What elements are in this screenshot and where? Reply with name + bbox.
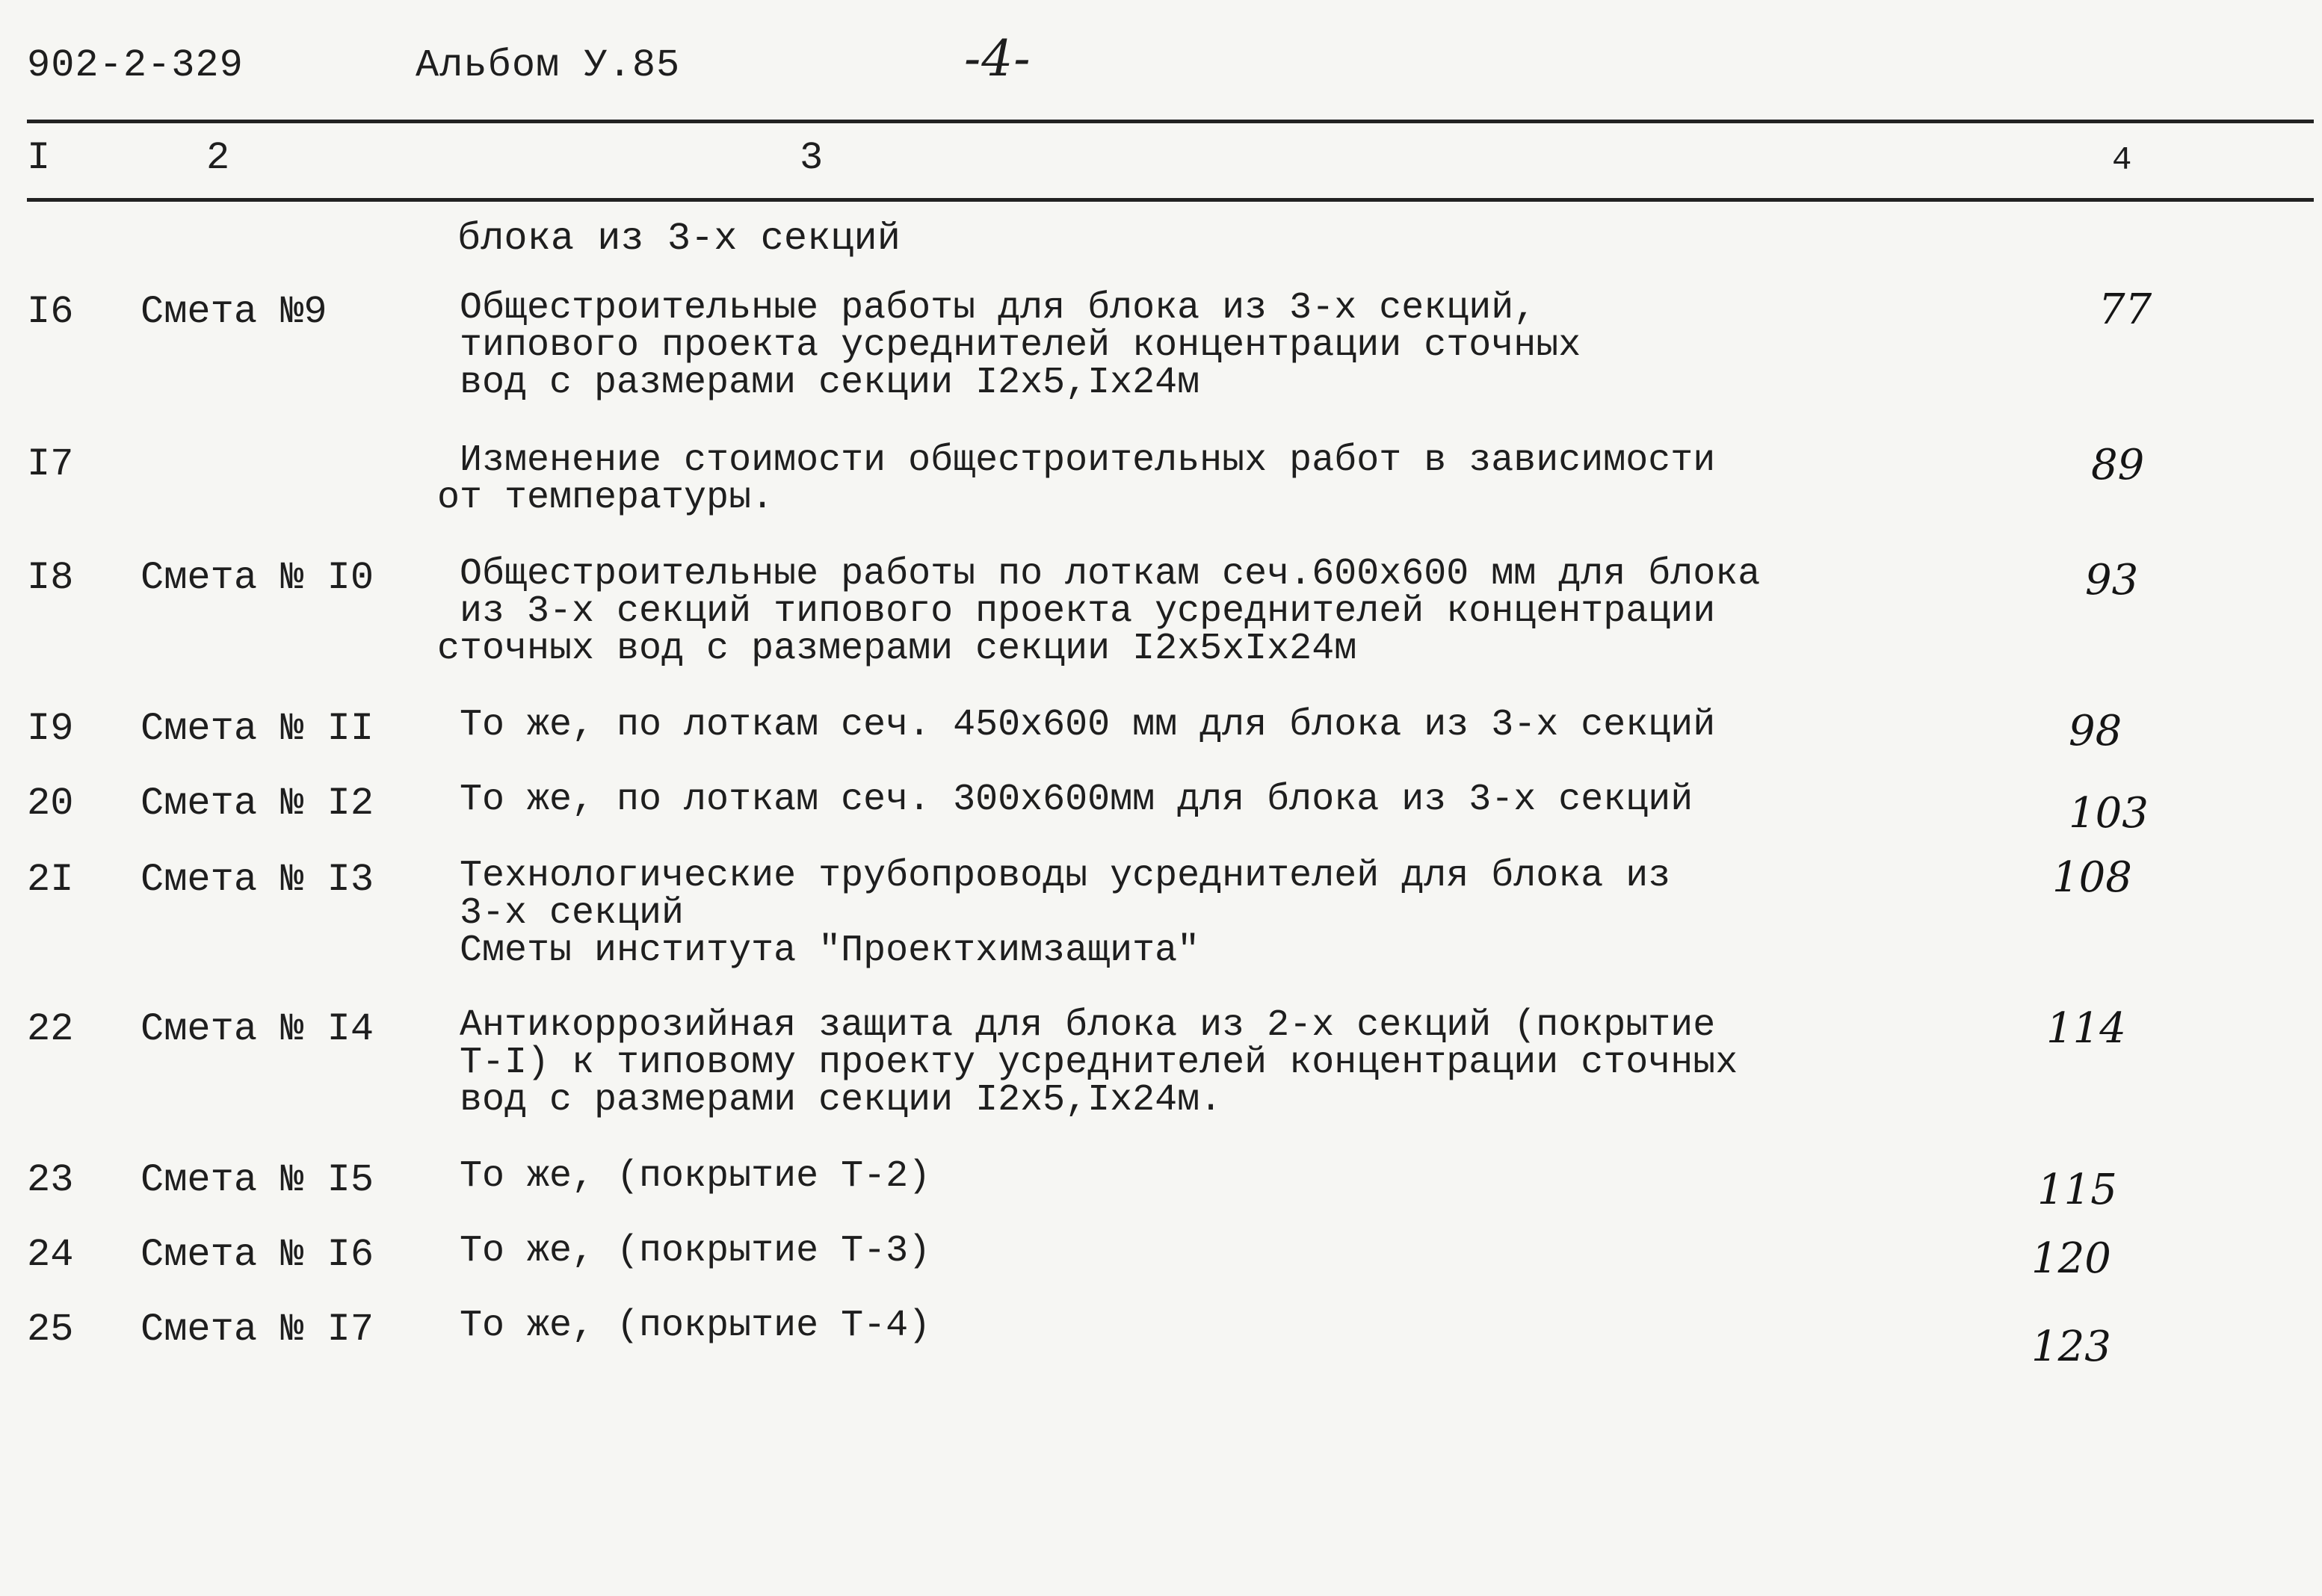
- row-number: I6: [27, 290, 74, 334]
- row-description: То же, (покрытие Т-2): [437, 1155, 931, 1198]
- row-page: 89: [2091, 441, 2145, 489]
- continuation-text: блока из 3-х секций: [457, 217, 901, 261]
- row-page: 103: [2069, 789, 2149, 838]
- row-description: То же, по лоткам сеч. 450х600 мм для блока из 3-х секций: [437, 704, 1716, 746]
- row-description: То же, (покрытие Т-4): [437, 1305, 931, 1347]
- estimate-ref: Смета № I5: [141, 1158, 374, 1202]
- estimate-ref: Смета № I6: [141, 1233, 374, 1277]
- column-header-3: 3: [800, 136, 824, 180]
- row-description: То же, (покрытие Т-3): [437, 1230, 931, 1272]
- row-number: 22: [27, 1007, 74, 1051]
- row-number: I7: [27, 442, 74, 486]
- row-number: 24: [27, 1233, 74, 1277]
- row-description: Общестроительные работы для блока из 3-х секций, типового проекта усреднителей концентрации сточных вод с размерами секции I2х5,Iх24м: [460, 287, 1581, 404]
- row-page: 123: [2031, 1323, 2111, 1371]
- row-number: 25: [27, 1308, 74, 1352]
- column-header-4: 4: [2112, 142, 2132, 179]
- row-description: Технологические трубопроводы усреднителей для блока из 3-х секций Сметы института "Проектхимзащита": [460, 855, 1671, 972]
- row-description: То же, по лоткам сеч. 300х600мм для блока из 3-х секций: [437, 779, 1693, 821]
- row-number: 20: [27, 782, 74, 826]
- row-description: Антикоррозийная защита для блока из 2-х секций (покрытие Т-I) к типовому проекту усреднителей концентрации сточных вод с размерами секции I2х5,Iх24м.: [460, 1004, 1738, 1122]
- row-number: 2I: [27, 858, 74, 902]
- row-page: 98: [2069, 707, 2122, 755]
- row-page: 114: [2046, 1004, 2126, 1053]
- estimate-ref: Смета № I4: [141, 1007, 374, 1051]
- row-description: Общестроительные работы по лоткам сеч.600х600 мм для блока из 3-х секций типового проекта усреднителей концентрации сточных вод с размерами секции I2х5хIх24м: [437, 553, 1761, 670]
- row-description: Изменение стоимости общестроительных работ в зависимости от температуры.: [437, 439, 1716, 519]
- document-code: 902-2-329: [27, 43, 244, 87]
- estimate-ref: Смета №9: [141, 290, 327, 334]
- estimate-ref: Смета № I0: [141, 556, 374, 600]
- estimate-ref: Смета № II: [141, 707, 374, 751]
- row-page: 108: [2052, 853, 2132, 902]
- column-header-2: 2: [206, 136, 230, 180]
- estimate-ref: Смета № I2: [141, 782, 374, 826]
- row-number: I9: [27, 707, 74, 751]
- column-header-rule: [27, 198, 2314, 202]
- header-rule: [27, 120, 2314, 123]
- row-number: 23: [27, 1158, 74, 1202]
- estimate-ref: Смета № I7: [141, 1308, 374, 1352]
- row-number: I8: [27, 556, 74, 600]
- row-page: 77: [2099, 285, 2152, 334]
- estimate-ref: Смета № I3: [141, 858, 374, 902]
- album-label: Альбом У.85: [416, 43, 681, 87]
- page-number: -4-: [964, 30, 1031, 87]
- row-page: 93: [2085, 556, 2139, 604]
- row-page: 115: [2037, 1166, 2117, 1214]
- row-page: 120: [2031, 1234, 2111, 1283]
- column-header-1: I: [27, 136, 51, 180]
